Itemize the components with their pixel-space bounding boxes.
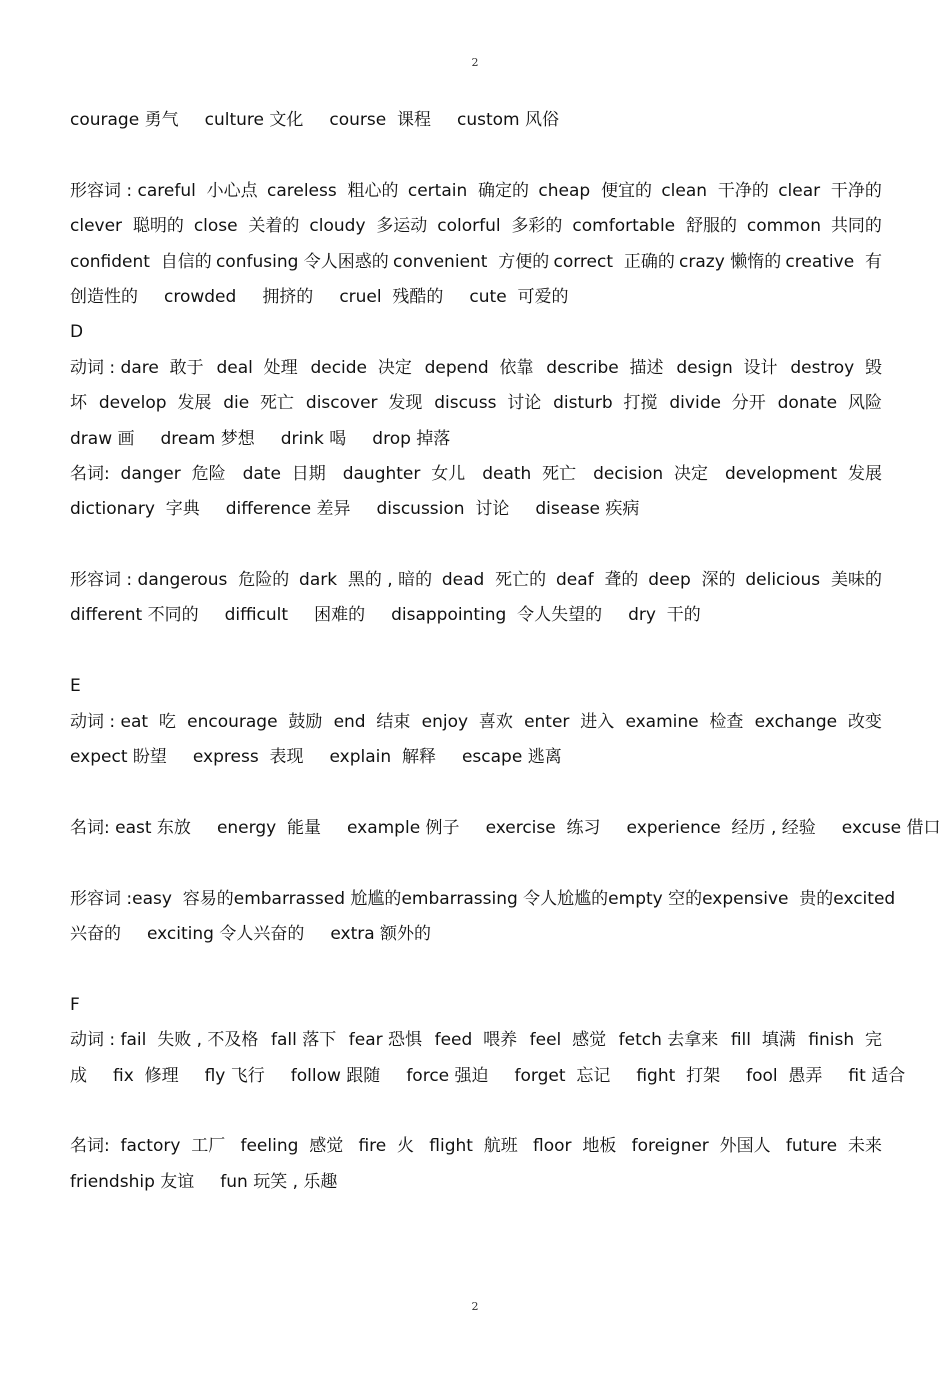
vocab-entry: donate 风险 <box>777 393 882 414</box>
vocab-entry: fly 飞行 <box>204 1065 265 1086</box>
vocab-entry: experience 经历 , 经验 <box>626 817 816 838</box>
vocab-entry: cute 可爱的 <box>469 286 569 307</box>
vocab-entry: express 表现 <box>192 747 304 768</box>
vocab-entry: discuss 讨论 <box>434 393 542 414</box>
blank-line <box>70 634 882 669</box>
blank-line <box>70 846 882 881</box>
text-line <box>70 209 882 244</box>
vocab-entry: 兴奋的 <box>70 923 121 944</box>
vocab-entry: extra 额外的 <box>330 923 432 944</box>
vocab-entry: convenient 方便的 <box>393 251 550 272</box>
vocab-entry: deep 深的 <box>648 570 736 591</box>
vocab-entry: clever 聪明的 <box>70 216 184 237</box>
page-number-bottom: 2 <box>471 1300 479 1313</box>
vocab-entry: difference 差异 <box>225 499 351 520</box>
vocab-entry: comfortable 舒服的 <box>572 216 737 237</box>
vocab-entry: die 死亡 <box>223 393 295 414</box>
text-line <box>70 280 882 315</box>
vocab-entry: deal 处理 <box>216 357 298 378</box>
vocab-entry: dry 干的 <box>628 605 701 626</box>
vocab-entry: fall 落下 <box>270 1030 337 1051</box>
text-line <box>70 315 882 350</box>
vocab-entry: follow 跟随 <box>290 1065 381 1086</box>
vocab-entry: discussion 讨论 <box>376 499 510 520</box>
vocab-entry: death 死亡 <box>482 463 577 484</box>
vocab-entry: future 未来 <box>785 1136 882 1157</box>
vocab-entry: empty 空的 <box>608 888 703 909</box>
vocab-entry: fun 玩笑 , 乐趣 <box>220 1171 338 1192</box>
vocab-entry: enter 进入 <box>524 711 615 732</box>
vocab-entry: 形容词 : careful 小心点 <box>70 180 258 201</box>
vocab-entry: careless 粗心的 <box>267 180 399 201</box>
text-line <box>70 245 882 280</box>
vocab-entry: feed 喂养 <box>434 1030 518 1051</box>
vocab-entry: fix 修理 <box>113 1065 179 1086</box>
vocab-entry: confusing 令人困惑的 <box>215 251 389 272</box>
text-line <box>70 811 941 846</box>
vocab-entry: drop 掉落 <box>372 428 451 449</box>
vocab-entry: force 强迫 <box>406 1065 489 1086</box>
vocab-entry: colorful 多彩的 <box>437 216 563 237</box>
vocab-entry: cloudy 多运动 <box>309 216 428 237</box>
vocab-entry: crowded <box>164 286 237 307</box>
vocab-entry: cruel 残酷的 <box>339 286 444 307</box>
text-line <box>70 740 882 775</box>
text-line <box>70 705 882 740</box>
vocab-entry: exercise 练习 <box>485 817 601 838</box>
vocab-entry: disturb 打搅 <box>553 393 658 414</box>
text-line <box>70 988 882 1023</box>
vocab-entry: exchange 改变 <box>754 711 882 732</box>
text-line <box>70 917 882 952</box>
vocab-entry: develop 发展 <box>98 393 212 414</box>
text-line <box>70 492 882 527</box>
vocab-entry: certain 确定的 <box>407 180 530 201</box>
vocab-entry: common <box>746 216 821 237</box>
vocab-entry: fight 打架 <box>636 1065 721 1086</box>
vocab-entry: dictionary 字典 <box>70 499 200 520</box>
vocab-entry: clean 干净的 <box>661 180 769 201</box>
vocab-entry: energy 能量 <box>216 817 321 838</box>
vocab-entry: feel 感觉 <box>529 1030 607 1051</box>
vocab-entry: 名词: danger 危险 <box>70 463 226 484</box>
text-line <box>70 422 882 457</box>
vocab-entry: depend 依靠 <box>424 357 534 378</box>
vocab-entry: enjoy 喜欢 <box>421 711 513 732</box>
vocab-entry: 共同的 <box>830 216 882 237</box>
vocab-entry: fill 填满 <box>730 1030 796 1051</box>
vocab-entry: delicious 美味的 <box>745 570 882 591</box>
blank-line <box>70 138 882 173</box>
vocab-entry: correct 正确的 <box>553 251 675 272</box>
vocab-entry: daughter 女儿 <box>342 463 466 484</box>
vocab-entry: close 关着的 <box>193 216 300 237</box>
blank-line <box>70 528 882 563</box>
vocab-entry: decide 决定 <box>310 357 412 378</box>
vocab-entry: 形容词 :easy 容易的 <box>70 888 234 909</box>
vocab-entry: F <box>70 994 80 1015</box>
vocab-entry: forget 忘记 <box>514 1065 611 1086</box>
text-line <box>70 1129 882 1164</box>
vocab-entry: end 结束 <box>333 711 411 732</box>
vocab-entry: example 例子 <box>346 817 460 838</box>
vocab-entry: describe 描述 <box>546 357 664 378</box>
vocab-entry: embarrassed 尬尴的 <box>233 888 402 909</box>
text-line <box>70 1059 906 1094</box>
vocab-entry: design 设计 <box>676 357 778 378</box>
vocab-entry: creative 有 <box>785 251 882 272</box>
vocab-entry: decision 决定 <box>593 463 709 484</box>
vocab-entry: custom 风俗 <box>457 110 560 130</box>
blank-line <box>70 952 882 987</box>
vocab-entry: 形容词 : dangerous 危险的 <box>70 570 290 591</box>
blank-line <box>70 775 882 810</box>
vocab-entry: 名词: factory 工厂 <box>70 1136 226 1157</box>
vocab-entry: discover 发现 <box>305 393 423 414</box>
vocab-entry: finish 完 <box>808 1030 882 1051</box>
vocab-entry: fear 恐惧 <box>348 1030 423 1051</box>
vocab-entry: floor 地板 <box>533 1136 617 1157</box>
vocab-entry: different 不同的 <box>70 605 199 626</box>
vocab-entry: encourage 鼓励 <box>187 711 323 732</box>
vocab-entry: flight 航班 <box>429 1136 518 1157</box>
vocabulary-list <box>70 103 941 1200</box>
vocab-entry: 拥挤的 <box>262 286 314 307</box>
vocab-entry: dead 死亡的 <box>441 570 547 591</box>
vocab-entry: destroy 毁 <box>790 357 882 378</box>
text-line <box>70 457 882 492</box>
text-line <box>70 1165 882 1200</box>
vocab-entry: examine 检查 <box>625 711 744 732</box>
vocab-entry: culture 文化 <box>204 110 304 130</box>
vocab-entry: date 日期 <box>242 463 326 484</box>
vocab-entry: course 课程 <box>329 110 431 130</box>
text-line <box>70 882 896 917</box>
vocab-entry: disease 疾病 <box>535 499 640 520</box>
vocab-entry: 坏 <box>70 393 87 414</box>
vocab-entry: drink 喝 <box>280 428 347 449</box>
vocab-entry: crazy 懒惰的 <box>679 251 782 272</box>
vocab-entry: 动词 : dare 敢于 <box>70 357 204 378</box>
vocab-entry: exciting 令人兴奋的 <box>147 923 305 944</box>
text-line <box>70 563 882 598</box>
vocab-entry: draw 画 <box>70 428 135 449</box>
vocab-entry: explain 解释 <box>329 747 436 768</box>
vocab-entry: fetch 去拿来 <box>618 1030 719 1051</box>
vocab-entry: 动词 : eat 吃 <box>70 711 176 732</box>
vocab-entry: 动词 : fail 失败 , 不及格 <box>70 1030 259 1051</box>
vocab-entry: foreigner 外国人 <box>631 1136 771 1157</box>
vocab-entry: feeling 感觉 <box>240 1136 344 1157</box>
text-line <box>70 669 882 704</box>
vocab-entry: D <box>70 322 84 343</box>
blank-line <box>70 1094 882 1129</box>
vocab-entry: fit 适合 <box>848 1065 906 1086</box>
text-line <box>70 103 882 138</box>
vocab-entry: excited <box>833 888 896 909</box>
vocab-entry: confident 自信的 <box>70 251 212 272</box>
vocab-entry: courage 勇气 <box>70 110 179 130</box>
text-line <box>70 386 882 421</box>
vocab-entry: divide 分开 <box>669 393 766 414</box>
text-line <box>70 174 882 209</box>
vocab-entry: escape 逃离 <box>461 747 562 768</box>
vocab-entry: cheap 便宜的 <box>538 180 652 201</box>
vocab-entry: 名词: east 东放 <box>70 817 191 838</box>
vocab-entry: deaf 聋的 <box>555 570 639 591</box>
vocab-entry: 困难的 <box>314 605 366 626</box>
page-number-top: 2 <box>471 56 479 69</box>
vocab-entry: development 发展 <box>725 463 882 484</box>
vocab-entry: 创造性的 <box>70 286 138 307</box>
vocab-entry: excuse 借口 <box>841 817 941 838</box>
vocab-entry: E <box>70 676 81 697</box>
vocab-entry: fool 愚弄 <box>746 1065 823 1086</box>
text-line <box>70 1023 882 1058</box>
vocab-entry: embarrassing 令人尬尴的 <box>401 888 609 909</box>
vocab-entry: dark 黑的 , 暗的 <box>299 570 433 591</box>
vocab-entry: clear 干净的 <box>778 180 882 201</box>
vocab-entry: difficult <box>224 605 289 626</box>
vocab-entry: dream 梦想 <box>160 428 255 449</box>
vocab-entry: 成 <box>70 1065 87 1086</box>
vocab-entry: fire 火 <box>358 1136 415 1157</box>
vocab-entry: expect 盼望 <box>70 747 167 768</box>
vocab-entry: friendship 友谊 <box>70 1171 195 1192</box>
text-line <box>70 598 882 633</box>
vocab-entry: expensive 贵的 <box>702 888 834 909</box>
vocab-entry: disappointing 令人失望的 <box>391 605 603 626</box>
text-line <box>70 351 882 386</box>
